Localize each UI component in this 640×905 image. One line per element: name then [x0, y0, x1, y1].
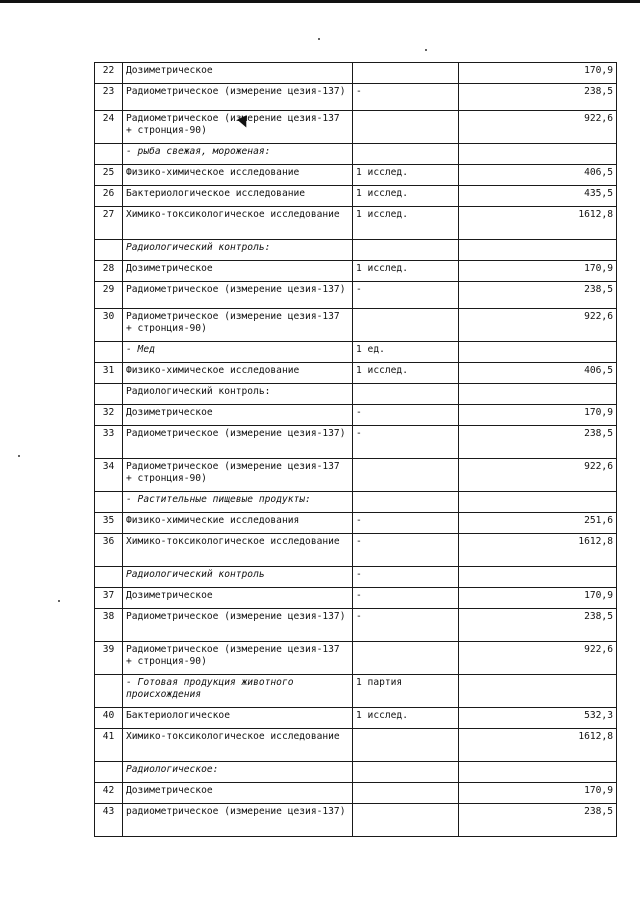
price-value: 170,9 [459, 63, 617, 84]
item-name: Физико-химическое исследование [123, 363, 353, 384]
table-row [95, 492, 617, 513]
row-number: 27 [95, 207, 123, 240]
price-value: 170,9 [459, 405, 617, 426]
row-number [95, 384, 123, 405]
row-number: 32 [95, 405, 123, 426]
table-row [95, 729, 617, 762]
table-row [95, 609, 617, 642]
price-value: 251,6 [459, 513, 617, 534]
scan-top-edge [0, 0, 640, 3]
table-row [95, 84, 617, 111]
unit-of-measure [353, 642, 459, 675]
unit-of-measure: - [353, 84, 459, 111]
table-row [95, 783, 617, 804]
table-row [95, 567, 617, 588]
price-value: 238,5 [459, 426, 617, 459]
scan-speck [18, 455, 20, 457]
table-row [95, 342, 617, 363]
price-value [459, 675, 617, 708]
item-name: Бактериологическое исследование [123, 186, 353, 207]
row-number: 24 [95, 111, 123, 144]
table-row [95, 426, 617, 459]
row-number: 29 [95, 282, 123, 309]
table-row [95, 282, 617, 309]
item-name: Дозиметрическое [123, 405, 353, 426]
row-number: 36 [95, 534, 123, 567]
price-value [459, 492, 617, 513]
table-row [95, 405, 617, 426]
item-name: Бактериологическое [123, 708, 353, 729]
row-number: 33 [95, 426, 123, 459]
row-number: 25 [95, 165, 123, 186]
row-number: 40 [95, 708, 123, 729]
row-number: 42 [95, 783, 123, 804]
price-value: 922,6 [459, 459, 617, 492]
item-name: Радиологический контроль: [123, 384, 353, 405]
price-value [459, 342, 617, 363]
price-value: 1612,8 [459, 207, 617, 240]
unit-of-measure: - [353, 534, 459, 567]
price-value: 922,6 [459, 642, 617, 675]
price-value: 238,5 [459, 282, 617, 309]
price-value: 435,5 [459, 186, 617, 207]
unit-of-measure: - [353, 567, 459, 588]
unit-of-measure: - [353, 282, 459, 309]
table-row [95, 165, 617, 186]
table-row [95, 459, 617, 492]
price-value: 170,9 [459, 783, 617, 804]
item-name: - Растительные пищевые продукты: [123, 492, 353, 513]
unit-of-measure: 1 партия [353, 675, 459, 708]
price-table-body [95, 63, 617, 837]
unit-of-measure: 1 исслед. [353, 165, 459, 186]
price-value: 238,5 [459, 609, 617, 642]
row-number [95, 240, 123, 261]
price-value [459, 144, 617, 165]
price-value [459, 567, 617, 588]
item-name: Радиометрическое (измерение цезия-137) [123, 609, 353, 642]
price-value: 406,5 [459, 363, 617, 384]
table-row [95, 63, 617, 84]
item-name: Химико-токсикологическое исследование [123, 534, 353, 567]
item-name: - Готовая продукция животного происхождения [123, 675, 353, 708]
table-row [95, 513, 617, 534]
unit-of-measure: 1 ед. [353, 342, 459, 363]
row-number: 43 [95, 804, 123, 837]
price-value [459, 384, 617, 405]
row-number: 28 [95, 261, 123, 282]
price-value: 406,5 [459, 165, 617, 186]
unit-of-measure: - [353, 513, 459, 534]
unit-of-measure: 1 исслед. [353, 186, 459, 207]
price-value: 170,9 [459, 588, 617, 609]
table-row [95, 309, 617, 342]
item-name: радиометрическое (измерение цезия-137) [123, 804, 353, 837]
unit-of-measure [353, 459, 459, 492]
item-name: Радиометрическое (измерение цезия-137) [123, 84, 353, 111]
row-number: 37 [95, 588, 123, 609]
item-name: Радиометрическое (измерение цезия-137 + стронция-90) [123, 111, 353, 144]
table-row [95, 384, 617, 405]
unit-of-measure [353, 783, 459, 804]
unit-of-measure [353, 240, 459, 261]
table-row [95, 675, 617, 708]
row-number: 23 [95, 84, 123, 111]
price-table [94, 62, 617, 837]
row-number: 30 [95, 309, 123, 342]
item-name: Радиометрическое (измерение цезия-137 + стронция-90) [123, 459, 353, 492]
item-name: Химико-токсикологическое исследование [123, 207, 353, 240]
item-name: - Мед [123, 342, 353, 363]
table-row [95, 240, 617, 261]
row-number [95, 762, 123, 783]
item-name: Дозиметрическое [123, 261, 353, 282]
unit-of-measure [353, 762, 459, 783]
row-number: 35 [95, 513, 123, 534]
unit-of-measure: - [353, 405, 459, 426]
table-row [95, 363, 617, 384]
item-name: Радиометрическое (измерение цезия-137 + стронция-90) [123, 309, 353, 342]
item-name: Дозиметрическое [123, 63, 353, 84]
item-name: Радиологический контроль [123, 567, 353, 588]
unit-of-measure: 1 исслед. [353, 708, 459, 729]
price-value: 238,5 [459, 84, 617, 111]
item-name: Физико-химические исследования [123, 513, 353, 534]
unit-of-measure [353, 309, 459, 342]
table-row [95, 111, 617, 144]
price-value: 1612,8 [459, 729, 617, 762]
row-number [95, 144, 123, 165]
row-number: 26 [95, 186, 123, 207]
table-row [95, 207, 617, 240]
table-row [95, 588, 617, 609]
row-number: 41 [95, 729, 123, 762]
row-number: 38 [95, 609, 123, 642]
row-number [95, 342, 123, 363]
row-number [95, 567, 123, 588]
item-name: Радиологическое: [123, 762, 353, 783]
price-value: 1612,8 [459, 534, 617, 567]
price-value: 170,9 [459, 261, 617, 282]
unit-of-measure [353, 729, 459, 762]
row-number: 31 [95, 363, 123, 384]
scan-speck [425, 49, 427, 51]
table-row [95, 144, 617, 165]
unit-of-measure: - [353, 426, 459, 459]
item-name: Дозиметрическое [123, 783, 353, 804]
item-name: Дозиметрическое [123, 588, 353, 609]
price-value: 922,6 [459, 111, 617, 144]
table-row [95, 762, 617, 783]
unit-of-measure [353, 384, 459, 405]
price-value [459, 762, 617, 783]
unit-of-measure: 1 исслед. [353, 207, 459, 240]
row-number [95, 492, 123, 513]
price-value: 922,6 [459, 309, 617, 342]
table-row [95, 186, 617, 207]
row-number: 22 [95, 63, 123, 84]
unit-of-measure: - [353, 588, 459, 609]
scan-speck [58, 600, 60, 602]
scan-speck [318, 38, 320, 40]
unit-of-measure [353, 804, 459, 837]
item-name: Радиометрическое (измерение цезия-137) [123, 282, 353, 309]
unit-of-measure: 1 исслед. [353, 363, 459, 384]
item-name: Радиологический контроль: [123, 240, 353, 261]
table-row [95, 642, 617, 675]
unit-of-measure [353, 111, 459, 144]
price-value: 238,5 [459, 804, 617, 837]
price-value: 532,3 [459, 708, 617, 729]
row-number [95, 675, 123, 708]
item-name: - рыба свежая, мороженая: [123, 144, 353, 165]
row-number: 39 [95, 642, 123, 675]
unit-of-measure [353, 492, 459, 513]
unit-of-measure [353, 144, 459, 165]
unit-of-measure [353, 63, 459, 84]
price-value [459, 240, 617, 261]
table-row [95, 804, 617, 837]
table-row [95, 261, 617, 282]
row-number: 34 [95, 459, 123, 492]
item-name: Физико-химическое исследование [123, 165, 353, 186]
unit-of-measure: 1 исслед. [353, 261, 459, 282]
table-row [95, 708, 617, 729]
table-row [95, 534, 617, 567]
item-name: Радиометрическое (измерение цезия-137) [123, 426, 353, 459]
unit-of-measure: - [353, 609, 459, 642]
item-name: Радиометрическое (измерение цезия-137 + стронция-90) [123, 642, 353, 675]
item-name: Химико-токсикологическое исследование [123, 729, 353, 762]
